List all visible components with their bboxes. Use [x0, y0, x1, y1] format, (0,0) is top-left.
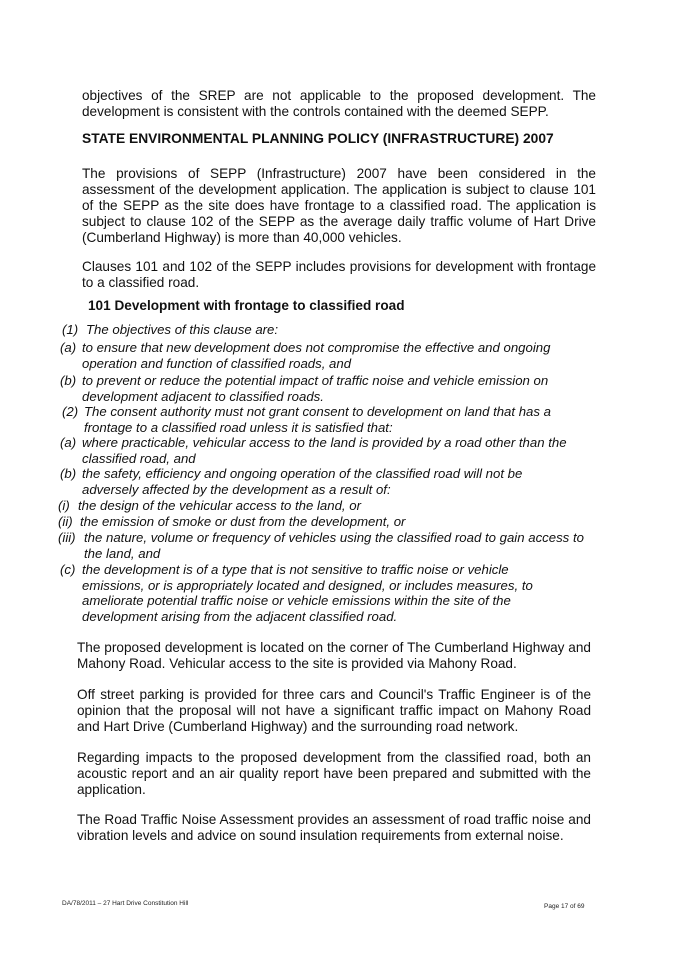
clause-label: (1)	[62, 322, 79, 337]
clause-item	[60, 373, 580, 404]
clause-text: The objectives of this clause are:	[86, 322, 279, 337]
clause-text: the design of the vehicular access to the land, or	[78, 498, 361, 513]
clause-label: (2)	[62, 404, 79, 419]
clause-text: where practicable, vehicular access to the land is provided by a road other than the classified road, and	[82, 435, 567, 466]
impacts-paragraph: Regarding impacts to the proposed development from the classified road, both an acoustic report and an air quality report have been prepared and submitted with the application.	[77, 750, 591, 797]
clause-item	[60, 435, 586, 466]
clause-label: (a)	[60, 340, 77, 355]
clause-item	[60, 562, 570, 624]
clause-label: (a)	[60, 435, 77, 450]
clause-text: the safety, efficiency and ongoing operation of the classified road will not be adversely affected by the development as a result of:	[82, 466, 523, 497]
clause-heading: 101 Development with frontage to classified road	[88, 298, 405, 313]
location-paragraph: The proposed development is located on the corner of The Cumberland Highway and Mahony Road. Vehicular access to the site is provided via Mahony Road.	[77, 640, 591, 671]
clause-text: the emission of smoke or dust from the development, or	[80, 514, 406, 529]
clause-item	[62, 322, 582, 338]
provisions-paragraph: The provisions of SEPP (Infrastructure) 2007 have been considered in the assessment of the development application. The application is subject to clause 101 of the SEPP as the site does have frontage to a classified road. The application is subject to clause 102 of the SEPP as the average daily traffic volume of Hart Drive (Cumberland Highway) is more than 40,000 vehicles.	[82, 166, 596, 245]
footer-page-number: Page 17 of 69	[544, 903, 585, 910]
clause-label: (c)	[60, 562, 76, 577]
footer-reference: DA/78/2011 – 27 Hart Drive Constitution Hill	[62, 900, 189, 907]
clause-item	[58, 514, 578, 530]
clause-label: (ii)	[58, 514, 73, 529]
clauses-paragraph: Clauses 101 and 102 of the SEPP includes provisions for development with frontage to a classified road.	[82, 259, 596, 290]
clause-label: (iii)	[58, 530, 76, 545]
intro-paragraph: objectives of the SREP are not applicable to the proposed development. The development is consistent with the controls contained with the deemed SEPP.	[82, 88, 596, 119]
clause-text: The consent authority must not grant consent to development on land that has a frontage to a classified road unless it is satisfied that:	[84, 404, 551, 435]
section-heading: STATE ENVIRONMENTAL PLANNING POLICY (INFRASTRUCTURE) 2007	[82, 131, 554, 146]
clause-item	[60, 340, 580, 371]
clause-item	[60, 466, 580, 497]
noise-paragraph: The Road Traffic Noise Assessment provides an assessment of road traffic noise and vibration levels and advice on sound insulation requirements from external noise.	[77, 812, 591, 843]
clause-label: (b)	[60, 466, 77, 481]
clause-text: to prevent or reduce the potential impact of traffic noise and vehicle emission on development adjacent to classified roads.	[82, 373, 549, 404]
clause-text: the development is of a type that is not sensitive to traffic noise or vehicle emissions, or is appropriately located and designed, or includes measures, to ameliorate potential traffic noise or vehicle emissions within the site of the development arising from the adjacent classified road.	[82, 562, 533, 624]
clause-label: (i)	[58, 498, 70, 513]
clause-item	[58, 530, 590, 561]
parking-paragraph: Off street parking is provided for three cars and Council's Traffic Engineer is of the opinion that the proposal will not have a significant traffic impact on Mahony Road and Hart Drive (Cumberland Highway) and the surrounding road network.	[77, 687, 591, 734]
clause-item	[62, 404, 580, 435]
clause-label: (b)	[60, 373, 77, 388]
clause-text: to ensure that new development does not compromise the effective and ongoing operation and function of classified roads, and	[82, 340, 551, 371]
clause-text: the nature, volume or frequency of vehicles using the classified road to gain access to the land, and	[84, 530, 584, 561]
clause-item	[58, 498, 578, 514]
